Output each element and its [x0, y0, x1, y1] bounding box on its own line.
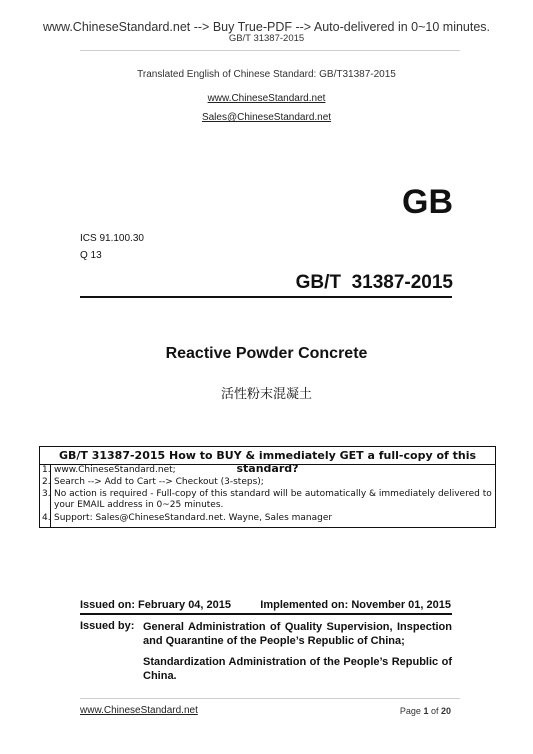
issued-by-label: Issued by:	[80, 620, 135, 632]
page-indicator	[400, 706, 451, 716]
page-current: 1	[423, 706, 429, 716]
buy-step-text[interactable]: www.ChineseStandard.net;	[54, 465, 176, 475]
document-title-chinese: 活性粉末混凝土	[220, 387, 312, 402]
email-link-row	[0, 107, 533, 125]
buy-step-text: No action is required - Full-copy of this standard will be automatically & immediately delivered to your EMAIL address in 0~25 minutes.	[54, 489, 492, 510]
buy-step-number: 2.	[42, 477, 51, 487]
website-link-row	[0, 88, 533, 106]
buy-step-4	[40, 513, 495, 525]
email-link[interactable]: Sales@ChineseStandard.net	[201, 112, 332, 123]
standard-number: GB/T 31387-2015	[295, 272, 453, 293]
header-standard-code: GB/T 31387-2015	[228, 33, 305, 44]
buy-step-text: Support: Sales@ChineseStandard.net. Wayne, Sales manager	[54, 513, 333, 523]
footer-website-link[interactable]: www.ChineseStandard.net	[80, 705, 198, 716]
footer-divider	[80, 698, 460, 699]
buy-instructions-box	[39, 446, 496, 528]
implemented-on-date: Implemented on: November 01, 2015	[260, 599, 451, 611]
website-link[interactable]: www.ChineseStandard.net	[207, 93, 326, 104]
buy-step-number: 1.	[42, 465, 51, 475]
issued-on-date: Issued on: February 04, 2015	[80, 599, 232, 611]
issue-divider	[80, 613, 452, 615]
gb-mark: GB	[402, 183, 453, 221]
page-prefix: Page	[399, 706, 424, 716]
top-banner: www.ChineseStandard.net --> Buy True-PDF --> Auto-delivered in 0~10 minutes.	[42, 20, 491, 34]
page-of: of	[428, 706, 441, 716]
page-total: 20	[440, 706, 451, 716]
issuer-sac: Standardization Administration of the People’s Republic of China.	[143, 656, 452, 682]
title-divider	[80, 296, 452, 298]
buy-step-text: Search --> Add to Cart --> Checkout (3-steps);	[54, 477, 264, 487]
buy-step-2	[40, 477, 495, 489]
issuer-aqsiq: General Administration of Quality Supervision, Inspection and Quarantine of the People’s Republic of China;	[143, 621, 452, 647]
header-divider	[80, 50, 460, 51]
buy-step-3	[40, 489, 495, 513]
buy-step-1	[40, 465, 495, 477]
q-code: Q 13	[80, 250, 102, 261]
buy-box-heading: GB/T 31387-2015 How to BUY & immediately GET a full-copy of this standard?	[58, 449, 477, 475]
buy-step-number: 3.	[42, 489, 51, 499]
translated-line: Translated English of Chinese Standard: GB/T31387-2015	[137, 69, 396, 80]
buy-step-number: 4.	[42, 513, 51, 523]
ics-code: ICS 91.100.30	[80, 233, 144, 244]
document-title: Reactive Powder Concrete	[165, 345, 368, 362]
